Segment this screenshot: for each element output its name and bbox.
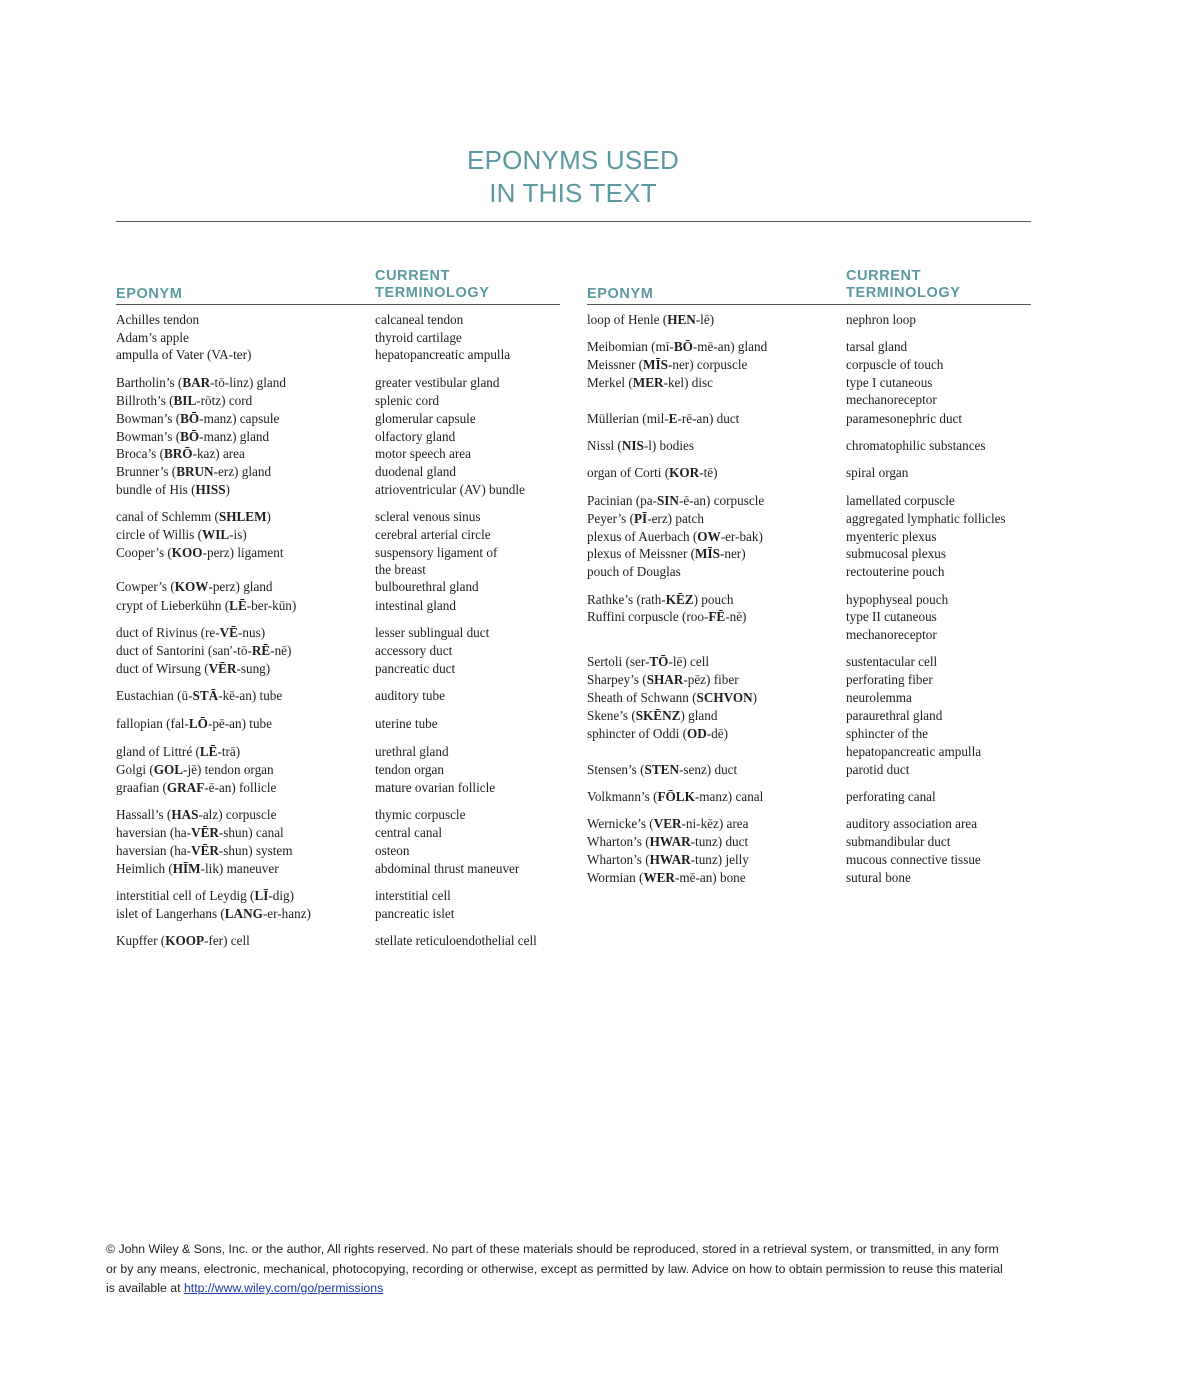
left-current-term: pancreatic duct <box>375 661 456 676</box>
left-current-term: glomerular capsule <box>375 410 476 426</box>
right-eponym: Merkel (MER-kel) disc <box>587 374 713 390</box>
left-eponym: canal of Schlemm (SHLEM) <box>116 509 271 524</box>
left-eponym: Cowper’s (KOW-perz) gland <box>116 579 273 594</box>
left-current-term: auditory tube <box>375 688 445 703</box>
right-eponym: pouch of Douglas <box>587 563 681 579</box>
left-current-term: lesser sublingual duct <box>375 625 490 640</box>
left-current-term: the breast <box>375 562 426 577</box>
right-header-divider <box>587 304 1031 305</box>
right-eponym: plexus of Meissner (MĪS-ner) <box>587 546 746 561</box>
right-current-term: corpuscle of touch <box>846 356 944 372</box>
right-current-term: mechanoreceptor <box>846 627 937 642</box>
left-eponym: Bowman’s (BŌ-manz) gland <box>116 428 270 444</box>
left-current-term: central canal <box>375 825 442 840</box>
left-current-term: uterine tube <box>375 716 438 731</box>
right-current-term: myenteric plexus <box>846 528 937 544</box>
title-divider <box>116 221 1031 222</box>
right-current-term: sutural bone <box>846 870 911 885</box>
left-eponym: Heimlich (HĪM-lik) maneuver <box>116 860 279 876</box>
left-eponym: gland of Littré (LĒ-trā) <box>116 743 241 759</box>
right-current-term: tarsal gland <box>846 338 908 354</box>
left-current-term: osteon <box>375 842 410 858</box>
right-current-term: auditory association area <box>846 816 978 831</box>
left-eponym: Cooper’s (KOO-perz) ligament <box>116 545 284 560</box>
left-eponym: Achilles tendon <box>116 312 200 327</box>
left-eponym: graafian (GRAF-ē-an) follicle <box>116 779 277 795</box>
right-current-term: nephron loop <box>846 312 916 327</box>
left-current-term: pancreatic islet <box>375 905 455 921</box>
left-current-term: scleral venous sinus <box>375 509 481 524</box>
left-current-header-line-1: CURRENT <box>375 268 451 284</box>
left-eponym: Bartholin’s (BAR-tō-linz) gland <box>116 375 286 390</box>
left-current-term: stellate reticuloendothelial cell <box>375 933 537 948</box>
right-eponym: plexus of Auerbach (OW-er-bak) <box>587 528 763 544</box>
right-eponym: Sertoli (ser-TŌ-lē) cell <box>587 654 710 669</box>
left-eponym: fallopian (fal-LŌ-pē-an) tube <box>116 716 273 731</box>
left-eponym: interstitial cell of Leydig (LĪ-dig) <box>116 888 295 903</box>
right-eponym: Skene’s (SKĒNZ) gland <box>587 708 718 723</box>
right-current-term: chromatophilic substances <box>846 437 986 453</box>
right-eponym-header: EPONYM <box>587 286 654 302</box>
right-current-term: submandibular duct <box>846 834 951 849</box>
left-eponym: haversian (ha-VĒR-shun) canal <box>116 825 284 840</box>
left-current-header-line-2: TERMINOLOGY <box>375 285 490 301</box>
left-eponym: Hassall’s (HAS-alz) corpuscle <box>116 807 277 822</box>
left-current-term: interstitial cell <box>375 888 451 903</box>
left-current-header <box>375 268 490 302</box>
page-title-line-1: EPONYMS USED <box>467 145 679 175</box>
right-current-header-line-2: TERMINOLOGY <box>846 285 961 301</box>
right-eponym: Ruffini corpuscle (roo-FĒ-nē) <box>587 609 747 624</box>
right-eponym: Volkmann’s (FŌLK-manz) canal <box>587 788 764 804</box>
right-eponym: Sheath of Schwann (SCHVON) <box>587 690 758 705</box>
right-eponym: Nissl (NIS-l) bodies <box>587 437 694 453</box>
right-current-term: neurolemma <box>846 690 912 705</box>
left-current-term: bulbourethral gland <box>375 579 479 594</box>
left-eponym: circle of Willis (WIL-is) <box>116 527 247 542</box>
left-eponym: crypt of Lieberkühn (LĒ-ber-kūn) <box>116 597 297 613</box>
right-eponym: Wharton’s (HWAR-tunz) jelly <box>587 852 749 867</box>
right-eponym: Meibomian (mī-BŌ-mē-an) gland <box>587 338 768 354</box>
right-eponym: Sharpey’s (SHAR-pēz) fiber <box>587 672 739 687</box>
right-current-term: aggregated lymphatic follicles <box>846 510 1006 526</box>
left-current-term: tendon organ <box>375 761 444 777</box>
right-eponym: organ of Corti (KOR-tē) <box>587 465 718 480</box>
left-eponym: Golgi (GOL-jē) tendon organ <box>116 761 274 777</box>
left-current-term: calcaneal tendon <box>375 312 464 327</box>
right-current-term: submucosal plexus <box>846 546 946 561</box>
left-header-divider <box>116 304 560 305</box>
right-current-term: paraurethral gland <box>846 708 943 723</box>
right-eponym: Wormian (WER-mē-an) bone <box>587 870 746 885</box>
right-current-term: hypophyseal pouch <box>846 591 949 607</box>
right-eponym: Müllerian (mil-E-rē-an) duct <box>587 410 740 426</box>
right-current-term: type II cutaneous <box>846 609 937 624</box>
right-eponym: loop of Henle (HEN-lē) <box>587 312 715 327</box>
left-eponym: Billroth’s (BIL-rōtz) cord <box>116 392 253 408</box>
left-eponym: bundle of His (HISS) <box>116 481 230 497</box>
right-current-term: hepatopancreatic ampulla <box>846 743 982 759</box>
right-eponym: Peyer’s (PĪ-erz) patch <box>587 510 704 526</box>
right-current-term: spiral organ <box>846 465 909 480</box>
left-current-term: duodenal gland <box>375 463 456 479</box>
left-current-term: accessory duct <box>375 643 453 658</box>
left-current-term: urethral gland <box>375 743 449 759</box>
right-current-term: lamellated corpuscle <box>846 492 955 508</box>
permissions-link[interactable]: http://www.wiley.com/go/permissions <box>183 1281 384 1295</box>
left-current-term: olfactory gland <box>375 428 456 444</box>
left-eponym: haversian (ha-VĒR-shun) system <box>116 842 293 858</box>
left-current-term: intestinal gland <box>375 597 456 613</box>
page-title <box>0 144 1146 210</box>
left-current-term: atrioventricular (AV) bundle <box>375 481 525 497</box>
left-eponym: Adam’s apple <box>116 329 189 345</box>
left-current-term: cerebral arterial circle <box>375 527 491 542</box>
right-eponym: Wernicke’s (VER-ni-kēz) area <box>587 816 749 831</box>
left-current-term: splenic cord <box>375 392 440 408</box>
right-current-term: mechanoreceptor <box>846 392 937 407</box>
left-eponym: duct of Wirsung (VĒR-sung) <box>116 661 271 676</box>
left-current-term: motor speech area <box>375 446 471 461</box>
right-current-term: type I cutaneous <box>846 374 933 390</box>
left-eponym: duct of Rivinus (re-VĒ-nus) <box>116 625 266 640</box>
left-eponym: Eustachian (ū-STĀ-kē-an) tube <box>116 688 283 703</box>
right-current-term: perforating canal <box>846 788 936 804</box>
copyright-footer <box>106 1240 1006 1299</box>
left-current-term: thyroid cartilage <box>375 329 462 345</box>
left-eponym: ampulla of Vater (VA-ter) <box>116 347 252 362</box>
left-current-term: suspensory ligament of <box>375 545 498 560</box>
left-eponym: Brunner’s (BRUN-erz) gland <box>116 463 272 479</box>
left-eponym: Bowman’s (BŌ-manz) capsule <box>116 410 280 426</box>
left-current-term: thymic corpuscle <box>375 807 466 822</box>
left-current-term: hepatopancreatic ampulla <box>375 347 511 362</box>
page-title-line-2: IN THIS TEXT <box>489 178 657 208</box>
right-current-term: paramesonephric duct <box>846 410 963 426</box>
left-eponym: islet of Langerhans (LANG-er-hanz) <box>116 905 311 921</box>
right-eponym: Rathke’s (rath-KĒZ) pouch <box>587 591 734 607</box>
right-eponym: sphincter of Oddi (OD-dē) <box>587 725 728 741</box>
right-current-header <box>846 268 961 302</box>
right-current-term: parotid duct <box>846 761 910 777</box>
left-eponym: Kupffer (KOOP-fer) cell <box>116 933 250 948</box>
right-eponym: Pacinian (pa-SIN-ē-an) corpuscle <box>587 492 765 508</box>
left-current-term: greater vestibular gland <box>375 375 500 390</box>
right-eponym: Stensen’s (STEN-senz) duct <box>587 761 738 777</box>
right-current-term: mucous connective tissue <box>846 852 981 867</box>
right-current-header-line-1: CURRENT <box>846 268 922 284</box>
right-eponym: Meissner (MĪS-ner) corpuscle <box>587 356 748 372</box>
right-current-term: sphincter of the <box>846 725 929 741</box>
left-eponym: duct of Santorini (san′-tō-RĒ-nē) <box>116 643 292 658</box>
left-current-term: mature ovarian follicle <box>375 779 496 795</box>
left-current-term: abdominal thrust maneuver <box>375 860 520 876</box>
right-current-term: perforating fiber <box>846 672 933 687</box>
right-current-term: sustentacular cell <box>846 654 938 669</box>
left-eponym: Broca’s (BRŌ-kaz) area <box>116 446 245 461</box>
left-eponym-header: EPONYM <box>116 286 183 302</box>
copyright-text: © John Wiley & Sons, Inc. or the author, All rights reserved. No part of these materials should be reproduced, stored in a retrieval system, or transmitted, in any form or by any means, electronic, mechanical, photocopying, recording or otherwise, except as permitted by law. Advice on how to obtain permission to reuse this material is available at <box>106 1242 1003 1295</box>
right-eponym: Wharton’s (HWAR-tunz) duct <box>587 834 749 849</box>
right-current-term: rectouterine pouch <box>846 563 945 579</box>
